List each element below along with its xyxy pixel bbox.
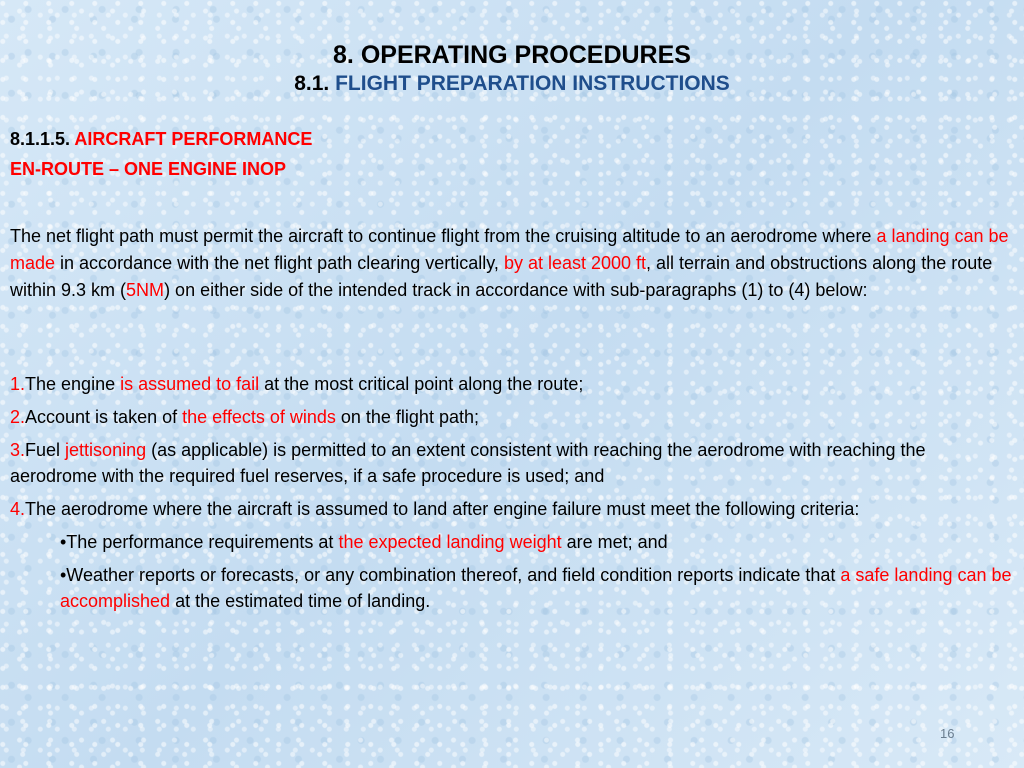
slide-title: 8. OPERATING PROCEDURES (333, 41, 691, 69)
item-text: The engine (25, 374, 121, 394)
list-item (10, 437, 1015, 489)
item-number: 3. (10, 440, 26, 460)
item-number: 2. (10, 407, 26, 427)
item-text: on the flight path; (335, 407, 479, 427)
section-subtitle: EN-ROUTE – ONE ENGINE INOP (10, 159, 287, 179)
title-block (0, 40, 1024, 98)
list-item (10, 496, 1015, 522)
sub-item-text: at the estimated time of landing. (170, 591, 431, 611)
item-highlight: the effects of winds (182, 407, 336, 427)
item-text: (as applicable) is permitted to an extent consistent with reaching the aerodrome with reaching the aerodrome with the required fuel reserves, if a safe procedure is used; and (10, 440, 926, 486)
criteria-list (10, 371, 1015, 621)
item-text: Fuel (25, 440, 66, 460)
slide-subtitle (0, 70, 1024, 98)
subtitle-number: 8.1. (294, 72, 336, 95)
intro-text: in accordance with the net flight path clearing vertically, (55, 253, 504, 273)
list-item (10, 371, 1015, 397)
sub-list-item (10, 529, 1015, 555)
sub-item-text: are met; and (561, 532, 668, 552)
section-number: 8.1.1.5. (10, 129, 75, 149)
item-highlight: is assumed to fail (120, 374, 260, 394)
intro-text: ) on either side of the intended track in accordance with sub-paragraphs (1) to (4) below: (164, 280, 868, 300)
item-number: 4. (10, 499, 26, 519)
section-title: AIRCRAFT PERFORMANCE (74, 129, 313, 149)
sub-list-item (10, 562, 1015, 614)
sub-item-text: •The performance requirements at (60, 532, 339, 552)
list-item (10, 404, 1015, 430)
section-heading-line (10, 124, 312, 154)
item-text: The aerodrome where the aircraft is assumed to land after engine failure must meet the following criteria: (25, 499, 860, 519)
intro-text: The net flight path must permit the aircraft to continue flight from the cruising altitude to an aerodrome where (10, 226, 877, 246)
intro-highlight: by at least 2000 ft (503, 253, 647, 273)
item-text: Account is taken of (25, 407, 183, 427)
page-number: 16 (940, 726, 955, 741)
section-heading (10, 124, 312, 184)
intro-paragraph (10, 223, 1015, 304)
intro-highlight: 5NM (126, 280, 165, 300)
item-highlight: jettisoning (65, 440, 147, 460)
subtitle-text: FLIGHT PREPARATION INSTRUCTIONS (335, 72, 730, 95)
item-number: 1. (10, 374, 26, 394)
sub-item-highlight: a safe landing can be accomplished (60, 565, 1012, 611)
sub-item-highlight: the expected landing weight (338, 532, 562, 552)
item-text: at the most critical point along the route; (259, 374, 584, 394)
sub-item-text: •Weather reports or forecasts, or any combination thereof, and field condition reports indicate that (60, 565, 841, 585)
intro-highlight: a landing can be made (10, 226, 1009, 273)
intro-text: , all terrain and obstructions along the route within 9.3 km ( (10, 253, 993, 300)
